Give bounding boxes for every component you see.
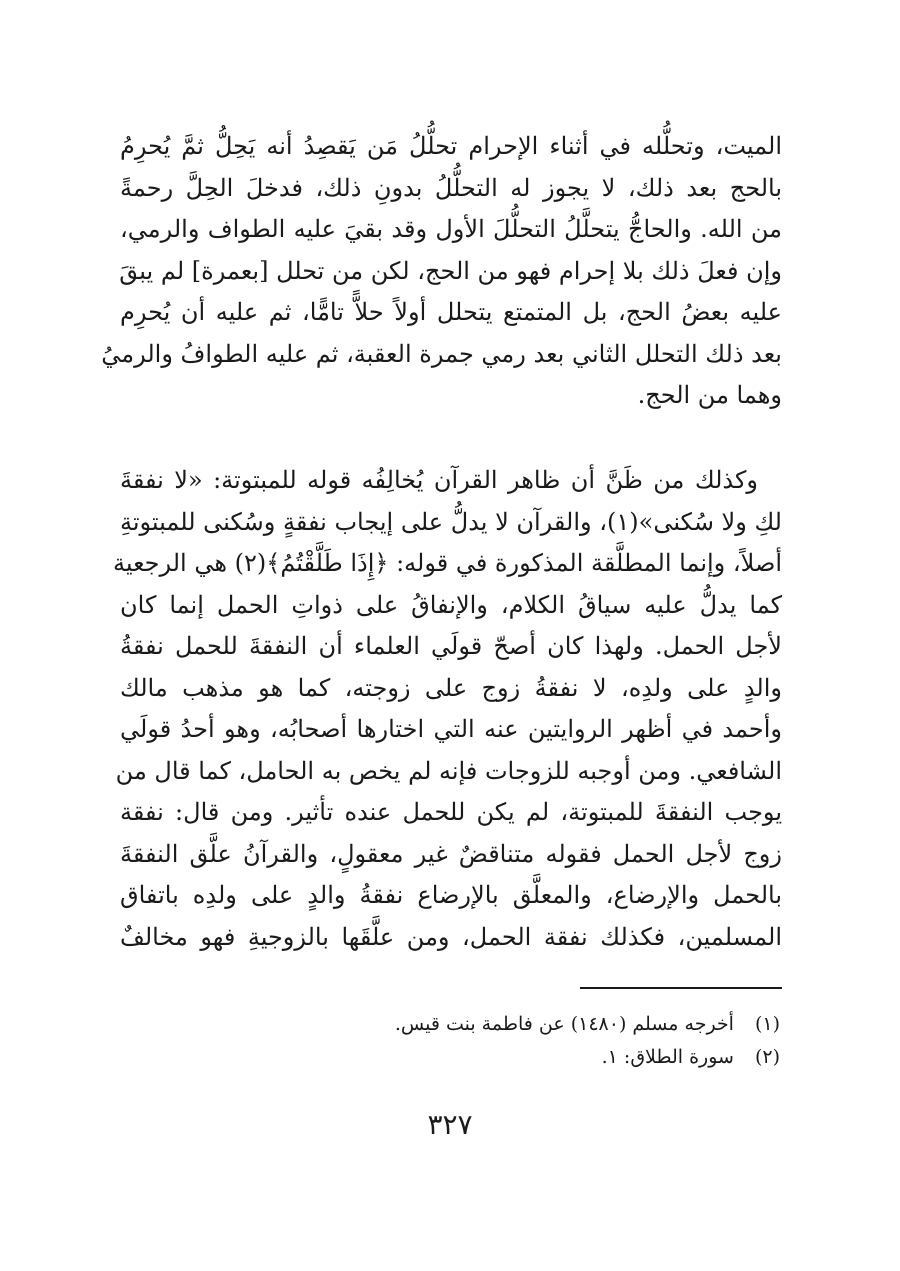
- paragraph-2-line-10: زوج لأجل الحمل فقوله متناقضٌ غير معقولٍ، والقرآنُ علَّق النفقةَ: [120, 839, 782, 868]
- footnote-separator-rule: [580, 987, 782, 989]
- paragraph-1-line-5: عليه بعضُ الحج، بل المتمتع يتحلل أولاً حلاًّ تامًّا، ثم عليه أن يُحرِم: [120, 298, 782, 326]
- footnotes: [300, 1008, 780, 1074]
- paragraph-1-line-1: الميت، وتحلُّله في أثناء الإحرام تحلُّلُ مَن يَقصِدُ أنه يَحِلُّ ثمَّ يُحرِمُ: [120, 132, 782, 160]
- paragraph-1: [101, 126, 782, 417]
- paragraph-2-line-1: وكذلك من ظَنَّ أن ظاهر القرآن يُخالِفُه قوله للمبتوتة: «لا نفقةَ: [120, 466, 758, 494]
- paragraph-2-line-8: الشافعي. ومن أوجبه للزوجات فإنه لم يخص به الحامل، كما قال من: [115, 756, 782, 785]
- footnote-2-text: سورة الطلاق: ١.: [601, 1046, 734, 1068]
- paragraph-2-line-7: وأحمد في أظهر الروايتين عنه التي اختارها أصحابُه، وهو أحدُ قولَي: [120, 715, 782, 743]
- page-number: ٣٢٧: [427, 1108, 473, 1141]
- paragraph-2-line-12: المسلمين، فكذلك نفقة الحمل، ومن علَّقَها بالزوجيةِ فهو مخالفٌ: [120, 922, 782, 951]
- paragraph-2-line-2: لكِ ولا سُكنى»(١)، والقرآن لا يدلُّ على إيجاب نفقةٍ وسُكنى للمبتوتةِ: [119, 507, 782, 536]
- paragraph-1-line-2: بالحج بعد ذلك، لا يجوز له التحلُّلُ بدونِ ذلك، فدخلَ الحِلَّ رحمةً: [120, 173, 782, 202]
- footnote-1: [300, 1008, 780, 1041]
- footnote-2-number: (٢): [754, 1046, 780, 1068]
- paragraph-1-line-3: من الله. والحاجُّ يتحلَّلُ التحلُّلَ الأول وقد بقيَ عليه الطواف والرمي،: [120, 215, 782, 243]
- paragraph-1-line-6: بعد ذلك التحلل الثاني بعد رمي جمرة العقبة، ثم عليه الطوافُ والرميُ: [101, 339, 782, 368]
- paragraph-2-line-3: أصلاً، وإنما المطلَّقة المذكورة في قوله: ﴿إِذَا طَلَّقْتُمُ﴾(٢) هي الرجعية: [112, 549, 782, 577]
- footnote-1-text: أخرجه مسلم (١٤٨٠) عن فاطمة بنت قيس.: [394, 1013, 734, 1035]
- paragraph-2-line-6: والدٍ على ولدِه، لا نفقةُ زوج على زوجته، كما هو مذهب مالك: [120, 673, 782, 702]
- paragraph-2-line-11: بالحمل والإرضاع، والمعلَّق بالإرضاع نفقةُ والدٍ على ولدِه باتفاق: [120, 881, 782, 909]
- paragraph-1-line-4: وإن فعلَ ذلك بلا إحرام فهو من الحج، لكن من تحلل [بعمرة] لم يبقَ: [119, 256, 782, 285]
- paragraph-2-line-5: لأجل الحمل. ولهذا كان أصحّ قولَي العلماء أن النفقةَ للحمل نفقةُ: [120, 632, 782, 660]
- paragraph-2-line-4: كما يدلُّ عليه سياقُ الكلام، والإنفاقُ على ذواتِ الحمل إنما كان: [120, 590, 782, 619]
- paragraph-1-line-7: وهما من الحج.: [637, 381, 782, 409]
- paragraph-2-line-9: يوجب النفقةَ للمبتوتة، لم يكن للحمل عنده تأثير. ومن قال: نفقة: [120, 798, 782, 826]
- footnote-2: [300, 1041, 780, 1074]
- paragraph-2: [112, 460, 782, 958]
- footnote-1-number: (١): [754, 1013, 780, 1035]
